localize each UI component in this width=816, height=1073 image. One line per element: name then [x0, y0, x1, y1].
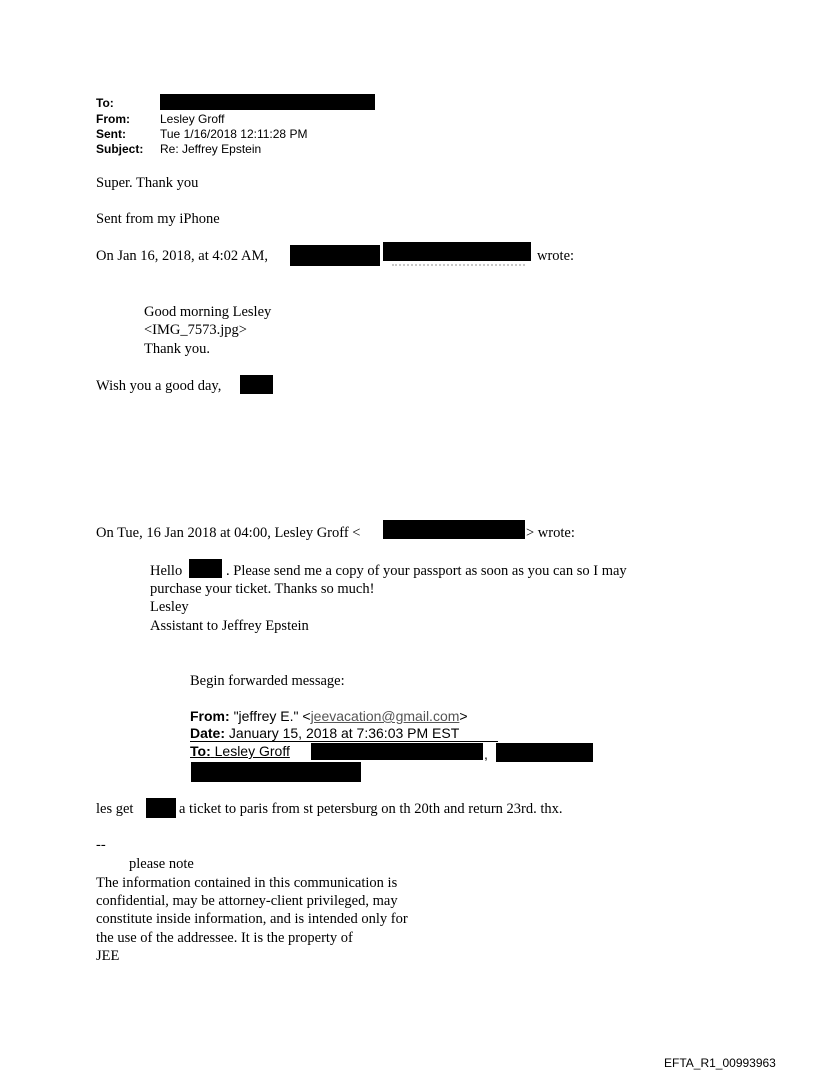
forward-date-label: Date: — [190, 725, 226, 741]
disclaimer-line-3: constitute inside information, and is intended only for — [96, 911, 408, 927]
forward-from-email[interactable]: jeevacation@gmail.com — [310, 708, 460, 724]
forward-to-line — [190, 743, 290, 760]
disclaimer-note: please note — [129, 856, 194, 872]
forward-begin: Begin forwarded message: — [190, 673, 345, 689]
forward-date-underline — [190, 741, 498, 742]
forward-from-value: "jeffrey E." < — [233, 708, 311, 724]
quoted-greeting: Good morning Lesley — [144, 304, 272, 320]
redaction-to-email — [311, 743, 483, 760]
earlier-title: Assistant to Jeffrey Epstein — [150, 618, 309, 634]
message-rest: a ticket to paris from st petersburg on th 20th and return 23rd. thx. — [179, 801, 563, 817]
document-id: EFTA_R1_00993963 — [664, 1056, 776, 1070]
forward-to-value: Lesley Groff — [214, 743, 290, 759]
subject-label: Subject: — [96, 142, 144, 156]
earlier-name: Lesley — [150, 599, 189, 615]
earlier-body-1: . Please send me a copy of your passport as soon as you can so I may — [226, 563, 627, 579]
message-les-get: les get — [96, 801, 134, 817]
redaction-to-recipient-email — [191, 762, 361, 782]
quote-intro-end: wrote: — [537, 248, 575, 264]
forward-to-comma: , — [484, 746, 488, 762]
redaction-residue — [392, 256, 525, 266]
sent-label: Sent: — [96, 127, 126, 141]
forward-to-label: To: — [190, 743, 211, 759]
quoted-thanks: Thank you. — [144, 341, 211, 357]
redaction-signoff-name — [240, 375, 273, 394]
earlier-hello: Hello — [150, 563, 183, 579]
to-label: To: — [96, 96, 114, 110]
forward-date-value: January 15, 2018 at 7:36:03 PM EST — [228, 725, 460, 741]
from-label: From: — [96, 112, 130, 126]
redaction-to — [160, 94, 375, 110]
disclaimer-line-4: the use of the addressee. It is the property of — [96, 930, 353, 946]
from-value: Lesley Groff — [160, 112, 225, 126]
redaction-hello-name — [189, 559, 222, 578]
forward-from-label: From: — [190, 708, 230, 724]
reply-line-2: Sent from my iPhone — [96, 211, 220, 227]
quoted-signoff: Wish you a good day, — [96, 378, 222, 394]
quoted-attachment: <IMG_7573.jpg> — [144, 322, 247, 338]
reply-line-1: Super. Thank you — [96, 175, 199, 191]
earlier-body-2: purchase your ticket. Thanks so much! — [150, 581, 375, 597]
forward-date-line — [190, 725, 459, 742]
disclaimer-dashes: -- — [96, 837, 106, 853]
disclaimer-line-2: confidential, may be attorney-client privileged, may — [96, 893, 398, 909]
disclaimer-line-5: JEE — [96, 948, 120, 964]
forward-from-close: > — [459, 708, 468, 724]
redaction-groff-email — [383, 520, 525, 539]
subject-value: Re: Jeffrey Epstein — [160, 142, 262, 156]
quote-intro: On Jan 16, 2018, at 4:02 AM, — [96, 248, 268, 264]
disclaimer-line-1: The information contained in this communication is — [96, 875, 398, 891]
redaction-sender-name — [290, 245, 380, 266]
redaction-message-name — [146, 798, 176, 818]
redaction-to-recipient — [496, 743, 593, 762]
forward-from-line — [190, 708, 468, 725]
earlier-intro-end: > wrote: — [526, 525, 575, 541]
sent-value: Tue 1/16/2018 12:11:28 PM — [160, 127, 308, 141]
earlier-intro: On Tue, 16 Jan 2018 at 04:00, Lesley Groff < — [96, 525, 361, 541]
